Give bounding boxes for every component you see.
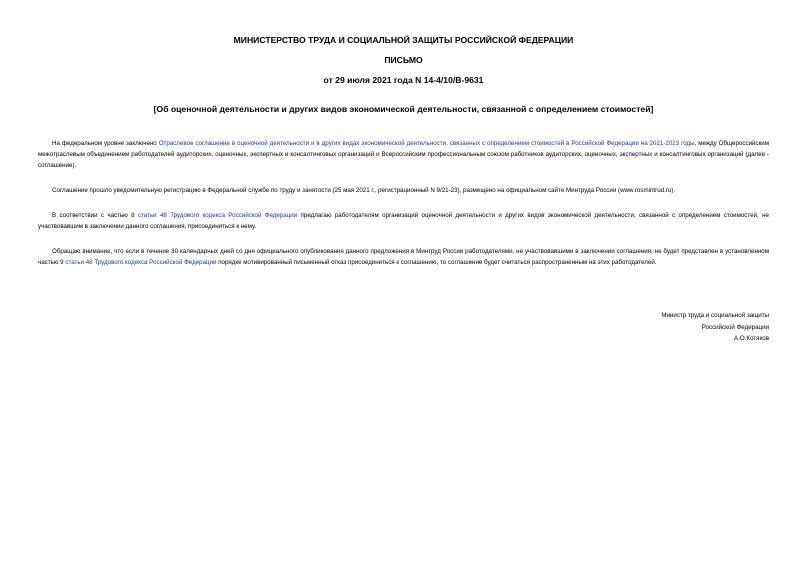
paragraph-4	[38, 246, 769, 268]
document-type: ПИСЬМО	[384, 55, 423, 65]
paragraph-1	[38, 138, 769, 172]
agreement-link[interactable]: Отраслевое соглашение в оценочной деятельности и в других видах экономической деятельности, связанных с определением стоимостей в Российской Федерации на 2021-2023 годы	[158, 140, 695, 147]
labor-code-article-48-link[interactable]: статьи 48 Трудового кодекса Российской Федерации	[137, 211, 298, 219]
paragraph-4-text-before: Обращаю внимание, что если в течение 30 календарных дней со дня официального опубликования данного предложения в Минтруд России работодателями, не участвовавшими в заключении соглашения, не будет представлен в установленном частью 9	[38, 247, 769, 266]
labor-code-article-48-link-2[interactable]: статьи 48 Трудового кодекса Российской Федерации	[65, 258, 217, 266]
signer-country: Российской Федерации	[701, 323, 769, 331]
signature-block	[661, 310, 769, 345]
signer-name: А.О.Котяков	[734, 335, 769, 342]
paragraph-3-text-before: В соответствии с частью 8	[52, 211, 138, 219]
signer-position: Министр труда и социальной защиты	[661, 312, 769, 319]
paragraph-1-text-before: На федеральном уровне заключено	[52, 140, 159, 147]
paragraph-3	[38, 210, 769, 232]
paragraph-1-text-after: , между Общероссийским межотраслевым объединением работодателей аудиторских, оценочных, экспертных и консалтинговых организаций и Всероссийским профессиональным союзом работников аудиторских, оценочных, экспертных и консалтинговых организаций (далее - соглашение).	[38, 140, 769, 170]
document-subject: [Об оценочной деятельности и других видов экономической деятельности, связанной с определением стоимостей]	[153, 104, 654, 114]
paragraph-4-text-after: порядке мотивированный письменный отказ присоединиться к соглашению, то соглашение будет считаться распространенным на этих работодателей.	[216, 258, 657, 266]
document-date-number: от 29 июля 2021 года N 14-4/10/В-9631	[323, 75, 484, 85]
document-body	[38, 138, 769, 282]
organization-title: МИНИСТЕРСТВО ТРУДА И СОЦИАЛЬНОЙ ЗАЩИТЫ РОССИЙСКОЙ ФЕДЕРАЦИИ	[233, 35, 574, 45]
paragraph-2: Соглашение прошло уведомительную регистрацию в Федеральной службе по труду и занятости (25 мая 2021 г., регистрационный N 9/21-23), размещено на официальном сайте Минтруда России (www.rosmintrud.ru).	[52, 187, 676, 195]
paragraph-3-text-after: предлагаю работодателям организаций оценочной деятельности и других видов экономической деятельности, связанной с определением стоимостей, не участвовавшим в заключении данного соглашения, присоединиться к нему.	[38, 211, 769, 231]
document-page	[38, 0, 769, 571]
